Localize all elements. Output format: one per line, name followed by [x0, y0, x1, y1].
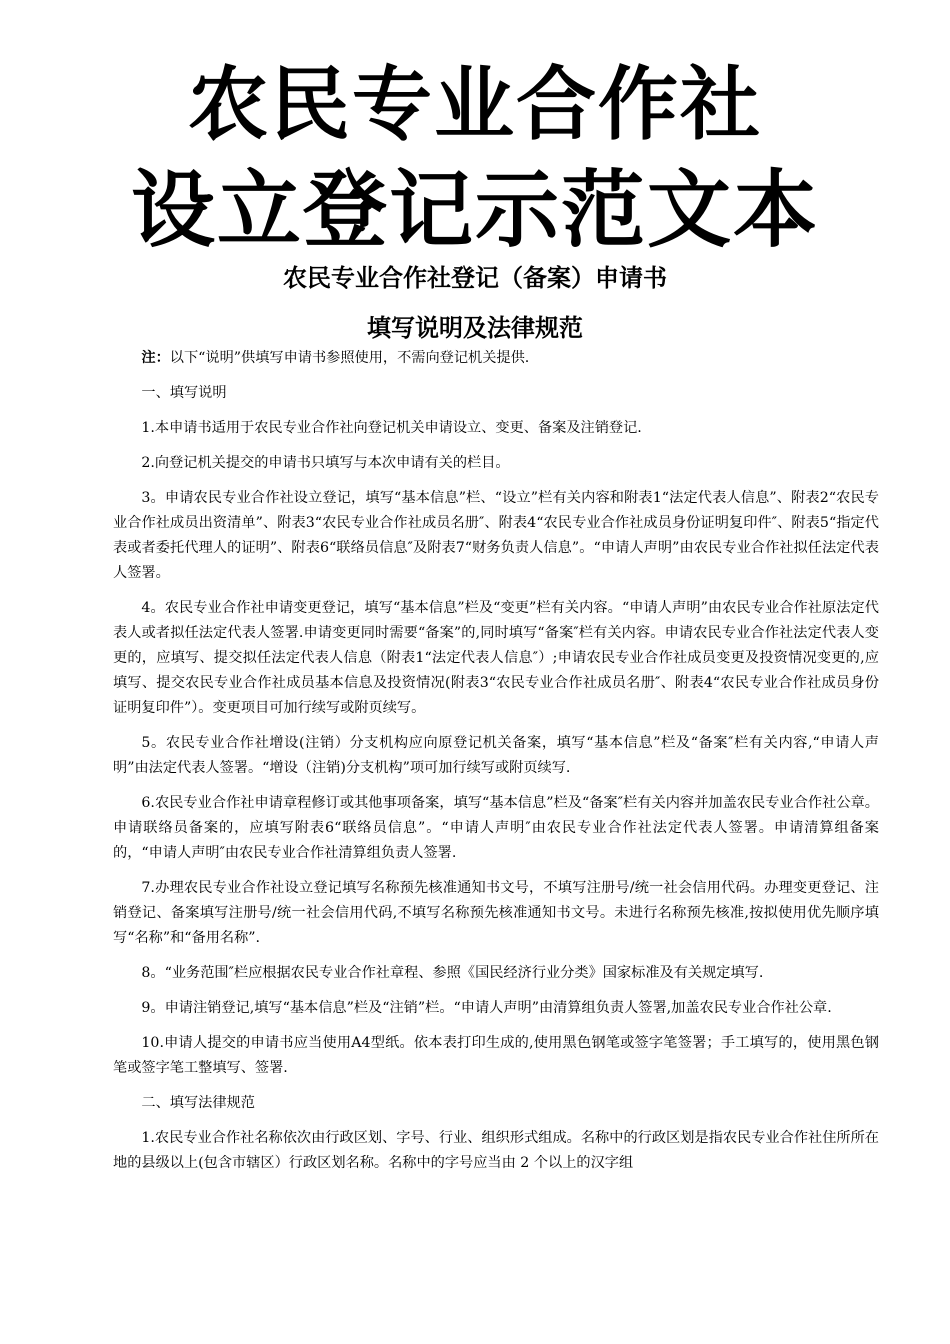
instruction-item: 4。农民专业合作社申请变更登记，填写“基本信息”栏及“变更”栏有关内容。“申请人声明”由农民专业合作社原法定代表人或者拟任法定代表人签署.申请变更同时需要“备案”的,同时填写“备案″栏有关内容。申请农民专业合作社法定代表人变更的，应填写、提交拟任法定代表人信息（附表1“法定代表人信息″）;申请农民专业合作社成员变更及投资情况变更的,应填写、提交农民专业合作社成员基本信息及投资情况(附表3“农民专业合作社成员名册″、附表4“农民专业合作社成员身份证明复印件”）。变更项目可加行续写或附页续写。 [113, 600, 879, 716]
note-text: 以下“说明”供填写申请书参照使用，不需向登记机关提供. [169, 350, 530, 366]
document-body [113, 346, 879, 1186]
instruction-item: 1.本申请书适用于农民专业合作社向登记机关申请设立、变更、备案及注销登记. [141, 420, 642, 436]
subtitle-application: 农民专业合作社登记（备案）申请书 [283, 264, 667, 292]
instruction-item: 3。申请农民专业合作社设立登记，填写“基本信息”栏、“设立”栏有关内容和附表1“法定代表人信息”、附表2“农民专业合作社成员出资清单”、附表3“农民专业合作社成员名册″、附表4“农民专业合作社成员身份证明复印件″、附表5“指定代表或者委托代理人的证明”、附表6“联络员信息″及附表7“财务负责人信息”。“申请人声明”由农民专业合作社拟任法定代表人签署。 [113, 490, 879, 581]
section-heading-legal: 二、填写法律规范 [141, 1095, 255, 1111]
main-title-line1: 农民专业合作社 [188, 58, 762, 151]
instruction-item: 8。“业务范围″栏应根据农民专业合作社章程、参照《国民经济行业分类》国家标准及有关规定填写. [141, 965, 764, 981]
instruction-item: 5。农民专业合作社增设(注销）分支机构应向原登记机关备案，填写“基本信息”栏及“备案″栏有关内容,“申请人声明”由法定代表人签署。“增设（注销)分支机构”项可加行续写或附页续写. [113, 735, 879, 776]
main-title-line2: 设立登记示范文本 [130, 161, 819, 259]
note-label: 注： [141, 350, 170, 366]
instruction-item: 7.办理农民专业合作社设立登记填写名称预先核准通知书文号，不填写注册号/统一社会信用代码。办理变更登记、注销登记、备案填写注册号/统一社会信用代码,不填写名称预先核准通知书文号。未进行名称预先核准,按拟使用优先顺序填写“名称”和“备用名称”. [113, 880, 879, 946]
instruction-item: 2.向登记机关提交的申请书只填写与本次申请有关的栏目。 [141, 455, 510, 471]
subtitle-instructions: 填写说明及法律规范 [367, 314, 583, 342]
instruction-item: 10.申请人提交的申请书应当使用A4型纸。依本表打印生成的,使用黑色钢笔或签字笔签署；手工填写的，使用黑色钢笔或签字笔工整填写、签署. [113, 1035, 879, 1076]
legal-item: 1.农民专业合作社名称依次由行政区划、字号、行业、组织形式组成。名称中的行政区划是指农民专业合作社住所所在地的县级以上(包含市辖区）行政区划名称。名称中的字号应当由 2 个以上的汉字组 [113, 1130, 879, 1171]
instruction-item: 6.农民专业合作社申请章程修订或其他事项备案，填写“基本信息”栏及“备案″栏有关内容并加盖农民专业合作社公章。申请联络员备案的，应填写附表6“联络员信息”。“申请人声明″由农民专业合作社法定代表人签署。申请清算组备案的，“申请人声明″由农民专业合作社清算组负责人签署. [113, 795, 879, 861]
instruction-item: 9。申请注销登记,填写“基本信息”栏及“注销”栏。“申请人声明”由清算组负责人签署,加盖农民专业合作社公章. [141, 1000, 832, 1016]
section-heading-instructions: 一、填写说明 [141, 385, 227, 401]
note-paragraph [113, 346, 879, 371]
